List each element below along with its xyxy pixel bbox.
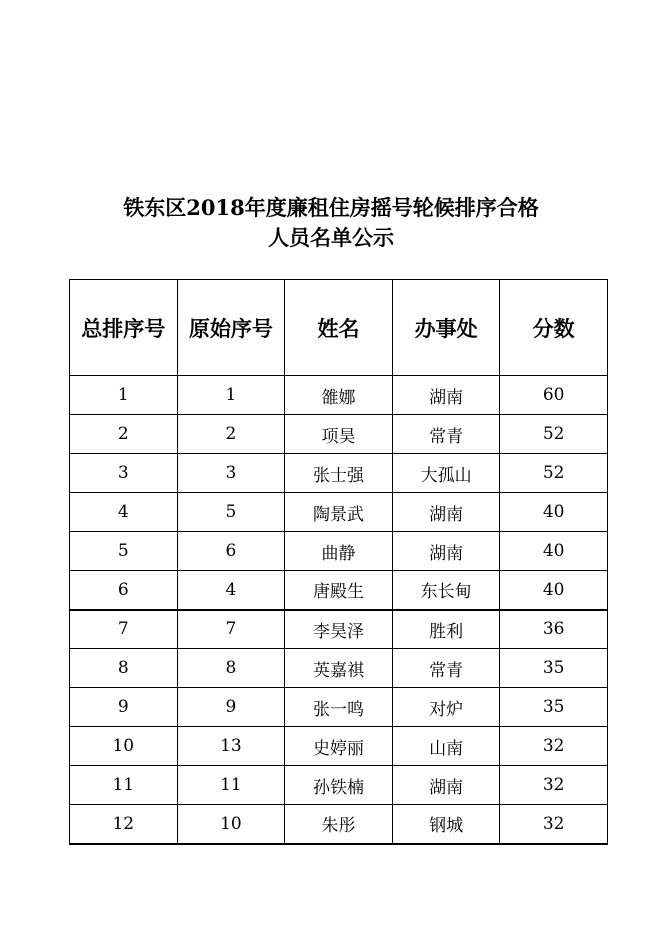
- cell-office: 湖南: [392, 532, 500, 571]
- cell-name: 张士强: [285, 454, 393, 493]
- cell-name: 史婷丽: [285, 727, 393, 766]
- cell-name: 孙铁楠: [285, 766, 393, 805]
- cell-total-rank: 6: [70, 571, 178, 610]
- cell-original-number: 4: [177, 571, 285, 610]
- header-office: 办事处: [392, 280, 500, 376]
- cell-name: 曲静: [285, 532, 393, 571]
- cell-office: 常青: [392, 649, 500, 688]
- cell-office: 湖南: [392, 493, 500, 532]
- table-row: [70, 610, 608, 649]
- table-row: [70, 415, 608, 454]
- cell-name: 陶景武: [285, 493, 393, 532]
- table-row: [70, 493, 608, 532]
- table-row: [70, 805, 608, 844]
- header-score: 分数: [500, 280, 608, 376]
- cell-score: 40: [500, 571, 608, 610]
- header-original-number: 原始序号: [177, 280, 285, 376]
- cell-office: 对炉: [392, 688, 500, 727]
- cell-original-number: 5: [177, 493, 285, 532]
- cell-score: 52: [500, 454, 608, 493]
- cell-score: 40: [500, 532, 608, 571]
- cell-office: 湖南: [392, 376, 500, 415]
- cell-original-number: 11: [177, 766, 285, 805]
- cell-total-rank: 5: [70, 532, 178, 571]
- cell-total-rank: 3: [70, 454, 178, 493]
- cell-total-rank: 12: [70, 805, 178, 844]
- cell-name: 朱彤: [285, 805, 393, 844]
- cell-original-number: 10: [177, 805, 285, 844]
- cell-total-rank: 1: [70, 376, 178, 415]
- cell-original-number: 2: [177, 415, 285, 454]
- cell-total-rank: 9: [70, 688, 178, 727]
- table-row: [70, 376, 608, 415]
- cell-office: 胜利: [392, 610, 500, 649]
- cell-score: 60: [500, 376, 608, 415]
- cell-office: 山南: [392, 727, 500, 766]
- cell-name: 李昊泽: [285, 610, 393, 649]
- cell-name: 张一鸣: [285, 688, 393, 727]
- cell-office: 常青: [392, 415, 500, 454]
- cell-original-number: 1: [177, 376, 285, 415]
- table-row: [70, 649, 608, 688]
- cell-score: 35: [500, 688, 608, 727]
- cell-score: 32: [500, 766, 608, 805]
- cell-total-rank: 10: [70, 727, 178, 766]
- cell-total-rank: 4: [70, 493, 178, 532]
- cell-total-rank: 8: [70, 649, 178, 688]
- cell-name: 英嘉祺: [285, 649, 393, 688]
- cell-name: 项昊: [285, 415, 393, 454]
- document-title-line-2: 人员名单公示: [268, 225, 394, 250]
- table-row: [70, 532, 608, 571]
- header-name: 姓名: [285, 280, 393, 376]
- document-title-line-1: 铁东区2018年度廉租住房摇号轮候排序合格: [123, 195, 539, 220]
- cell-score: 40: [500, 493, 608, 532]
- cell-score: 35: [500, 649, 608, 688]
- cell-score: 32: [500, 727, 608, 766]
- cell-office: 东长甸: [392, 571, 500, 610]
- table-header-row: [70, 280, 608, 376]
- cell-total-rank: 2: [70, 415, 178, 454]
- table-row: [70, 688, 608, 727]
- cell-name: 雒娜: [285, 376, 393, 415]
- cell-name: 唐殿生: [285, 571, 393, 610]
- cell-office: 钢城: [392, 805, 500, 844]
- table-row: [70, 766, 608, 805]
- header-total-rank: 总排序号: [70, 280, 178, 376]
- table-row: [70, 454, 608, 493]
- table-row: [70, 727, 608, 766]
- cell-total-rank: 11: [70, 766, 178, 805]
- cell-original-number: 7: [177, 610, 285, 649]
- cell-original-number: 6: [177, 532, 285, 571]
- cell-score: 52: [500, 415, 608, 454]
- qualified-persons-table: [69, 279, 608, 845]
- cell-total-rank: 7: [70, 610, 178, 649]
- cell-original-number: 9: [177, 688, 285, 727]
- table-row: [70, 571, 608, 610]
- cell-office: 大孤山: [392, 454, 500, 493]
- cell-score: 36: [500, 610, 608, 649]
- cell-original-number: 13: [177, 727, 285, 766]
- cell-original-number: 8: [177, 649, 285, 688]
- cell-office: 湖南: [392, 766, 500, 805]
- cell-original-number: 3: [177, 454, 285, 493]
- cell-score: 32: [500, 805, 608, 844]
